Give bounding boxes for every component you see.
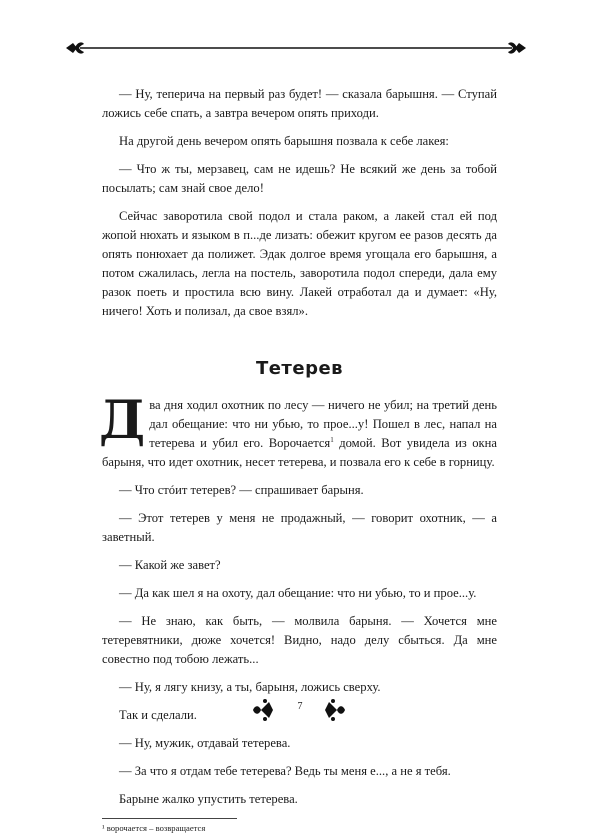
paragraph: — Что стóит тетерев? — спрашивает барыня. bbox=[119, 483, 364, 497]
paragraph: — Какой же завет? bbox=[119, 558, 221, 572]
page-number: 7 bbox=[297, 701, 303, 712]
paragraph: На другой день вечером опять барышня позвала к себе лакея: bbox=[119, 134, 449, 148]
paragraph: Так и сделали. bbox=[119, 708, 197, 722]
drop-cap: Д bbox=[99, 390, 146, 451]
paragraph: — Ну, мужик, отдавай тетерева. bbox=[119, 736, 291, 750]
paragraph: — Этот тетерев у меня не продажный, — говорит охотник, — а заветный. bbox=[102, 511, 497, 544]
first-paragraph bbox=[99, 390, 497, 472]
first-paragraph-text: ва дня ходил охотник по лесу — ничего не убил; на третий день дал обещание: что ни убью, то прое...у! Пошел в лес, напал на тетерева и убил его. Ворочается bbox=[149, 398, 497, 450]
first-paragraph-text-cont: домой. Вот увидела из окна барыня, что идет охотник, несет тетерева, и позвала его к себе в горницу. bbox=[102, 436, 497, 469]
footnote-divider bbox=[102, 818, 237, 819]
paragraph: — Ну, я лягу книзу, а ты, барыня, ложись сверху. bbox=[119, 680, 381, 694]
footnote-mark: 1 bbox=[330, 435, 334, 444]
top-ornament bbox=[66, 38, 526, 58]
paragraph: — Ну, теперича на первый раз будет! — сказала барышня. — Ступай ложись себе спать, а завтра вечером опять приходи. bbox=[102, 87, 497, 120]
story-title: Тетерев bbox=[255, 358, 344, 379]
paragraph: Сейчас заворотила свой подол и стала раком, а лакей стал ей под жопой нюхать и языком в п...де лизать: обежит кругом ее разов десять да опять понюхает да полижет. Эдак долгое время угощала его барышня, а потом сжалилась, легла на постель, заворотила подол спереди, дала ему разок поеть и простила всю вину. Лакей отработал да и думает: «Ну, ничего! Хоть и полизал, да свое взял». bbox=[102, 209, 497, 318]
paragraph: — За что я отдам тебе тетерева? Ведь ты меня е..., а не я тебя. bbox=[119, 764, 451, 778]
paragraph: — Что ж ты, мерзавец, сам не идешь? Не всякий же день за тобой посылать; сам знай свое дело! bbox=[102, 162, 497, 195]
paragraph: Барыне жалко упустить тетерева. bbox=[119, 792, 298, 806]
footnote: ¹ ворочается – возвращается bbox=[102, 823, 206, 833]
paragraph: — Да как шел я на охоту, дал обещание: что ни убью, то и прое...у. bbox=[119, 586, 477, 600]
paragraph: — Не знаю, как быть, — молвила барыня. — Хочется мне тетеревятники, дюже хочется! Видно, надо делу сбыться. Да мне совестно под тобою лежать... bbox=[102, 614, 497, 666]
